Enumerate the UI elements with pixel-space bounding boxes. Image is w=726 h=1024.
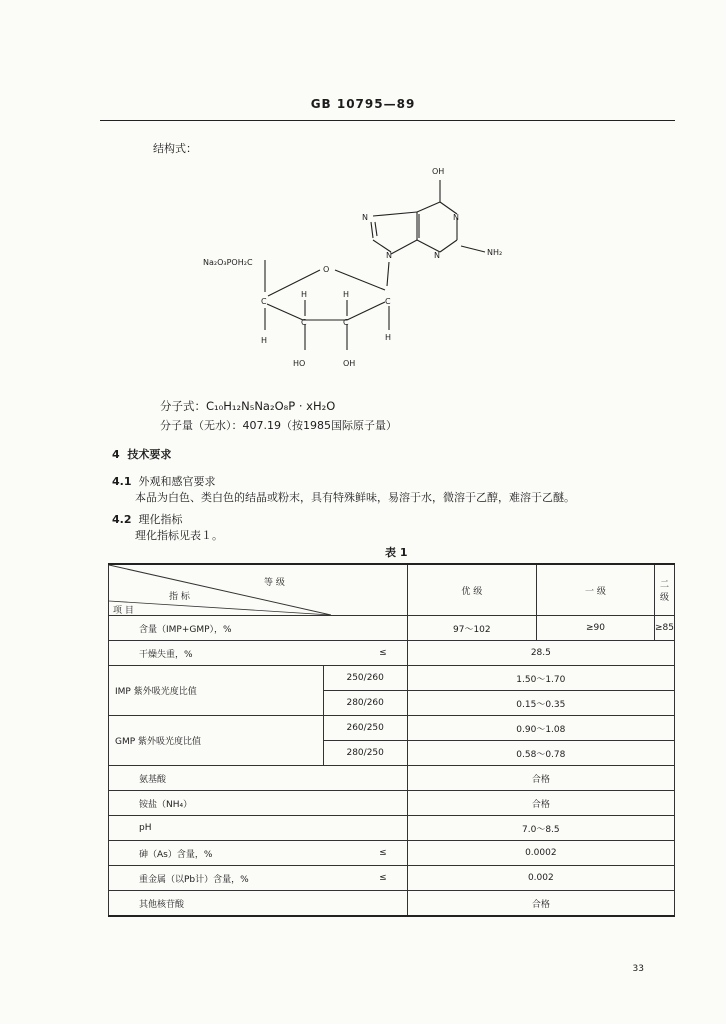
- row-ammonium-value: 合格: [407, 791, 674, 816]
- row-other-value: 合格: [407, 891, 674, 917]
- row-loss-symbol: ≤: [379, 648, 387, 658]
- row-heavy-metal-label: 重金属（以Pb计）含量，%: [139, 874, 249, 885]
- label-c4: C: [261, 297, 267, 306]
- label-c2: C: [343, 318, 349, 327]
- row-imp-sub-1: 250/260: [323, 666, 407, 691]
- table-row: [109, 866, 675, 891]
- page-number: 33: [632, 964, 644, 974]
- row-amino-label: 氨基酸: [109, 766, 408, 791]
- label-c1: C: [385, 297, 391, 306]
- row-arsenic-label: 砷（As）含量，%: [139, 849, 213, 860]
- section-4-1-heading: [112, 473, 216, 489]
- row-arsenic-label-cell: [109, 841, 408, 866]
- row-content-first: ≥90: [536, 616, 654, 641]
- label-ho-left: HO: [293, 359, 306, 368]
- header-rule: [100, 120, 675, 121]
- label-n7: N: [362, 213, 368, 222]
- row-gmp-sub-1: 260/250: [323, 716, 407, 741]
- row-imp-sub-2: 280/260: [323, 691, 407, 716]
- label-c3: C: [301, 318, 307, 327]
- table-caption: 表 1: [385, 546, 408, 559]
- row-content-premium: 97～102: [407, 616, 536, 641]
- row-loss-label-cell: [109, 641, 408, 666]
- row-ph-label: pH: [109, 816, 408, 841]
- row-other-label: 其他核苷酸: [109, 891, 408, 917]
- molecular-formula: [160, 398, 335, 414]
- label-h-c3: H: [301, 290, 308, 299]
- label-ring-o: O: [323, 265, 330, 274]
- header-col-first: 一 级: [536, 564, 654, 616]
- row-arsenic-symbol: ≤: [379, 848, 387, 858]
- header-col-second: 二 级: [655, 564, 675, 616]
- row-arsenic-value: 0.0002: [407, 841, 674, 866]
- section-4-1-body: 本品为白色、类白色的结晶或粉末，具有特殊鲜味，易溶于水，微溶于乙醇，难溶于乙醚。: [135, 491, 575, 504]
- row-content-second: ≥85: [655, 616, 675, 641]
- row-gmp-sub-2: 280/250: [323, 741, 407, 766]
- molecular-mass: 分子量（无水）：407.19（按1985国际原子量）: [160, 419, 397, 432]
- header-item-label: 项 目: [113, 606, 134, 616]
- header-grade-label: 等 级: [264, 578, 285, 588]
- label-nh2: NH₂: [487, 248, 503, 257]
- table-row: [109, 641, 675, 666]
- row-heavy-metal-label-cell: [109, 866, 408, 891]
- row-ammonium-label: 铵盐（NH₄）: [109, 791, 408, 816]
- formula-label: 分子式：: [160, 399, 206, 413]
- label-n3: N: [434, 251, 440, 260]
- formula-text: C₁₀H₁₂N₅Na₂O₈P · xH₂O: [206, 399, 336, 413]
- structure-caption: 结构式：: [153, 142, 197, 155]
- row-content-label: 含量（IMP+GMP），%: [109, 616, 408, 641]
- row-heavy-metal-symbol: ≤: [379, 873, 387, 883]
- row-amino-value: 合格: [407, 766, 674, 791]
- row-ph-value: 7.0～8.5: [407, 816, 674, 841]
- row-gmp-value-2: 0.58～0.78: [407, 741, 674, 766]
- section-4-heading: [112, 446, 171, 462]
- label-oh-top: OH: [432, 167, 445, 176]
- table-row: [109, 816, 675, 841]
- label-n1: N: [453, 213, 459, 222]
- standard-code: GB 10795—89: [310, 97, 416, 111]
- section-4-1-number: 4.1: [112, 475, 132, 488]
- label-n9: N: [386, 251, 392, 260]
- table-row: [109, 766, 675, 791]
- spec-table: [108, 563, 675, 917]
- row-imp-value-1: 1.50～1.70: [407, 666, 674, 691]
- table-row: [109, 716, 675, 741]
- header-index-label: 指 标: [169, 592, 190, 602]
- row-imp-value-2: 0.15～0.35: [407, 691, 674, 716]
- section-4-1-title: 外观和感官要求: [138, 475, 216, 488]
- label-h-c2: H: [343, 290, 350, 299]
- table-header-row: [109, 564, 675, 616]
- table-row: [109, 891, 675, 917]
- label-oh-right: OH: [343, 359, 356, 368]
- table-row: [109, 616, 675, 641]
- label-side-group: Na₂O₃POH₂C: [203, 258, 253, 267]
- row-imp-label: IMP 紫外吸光度比值: [109, 666, 324, 716]
- purine-bonds: [371, 180, 485, 254]
- row-loss-value: 28.5: [407, 641, 674, 666]
- section-4-2-body: 理化指标见表１。: [135, 529, 223, 542]
- table-row: [109, 666, 675, 691]
- header-col-premium: 优 级: [407, 564, 536, 616]
- section-4-number: 4: [112, 448, 120, 461]
- section-4-2-number: 4.2: [112, 513, 132, 526]
- structural-formula: [195, 160, 525, 375]
- row-loss-label: 干燥失重，%: [139, 649, 193, 660]
- section-4-2-title: 理化指标: [138, 513, 183, 526]
- section-4-2-heading: [112, 511, 183, 527]
- label-h1: H: [385, 333, 392, 342]
- row-gmp-label: GMP 紫外吸光度比值: [109, 716, 324, 766]
- label-h4: H: [261, 336, 268, 345]
- section-4-title: 技术要求: [127, 448, 172, 461]
- row-heavy-metal-value: 0.002: [407, 866, 674, 891]
- header-diagonal-cell: [109, 564, 408, 616]
- table-row: [109, 841, 675, 866]
- row-gmp-value-1: 0.90～1.08: [407, 716, 674, 741]
- table-row: [109, 791, 675, 816]
